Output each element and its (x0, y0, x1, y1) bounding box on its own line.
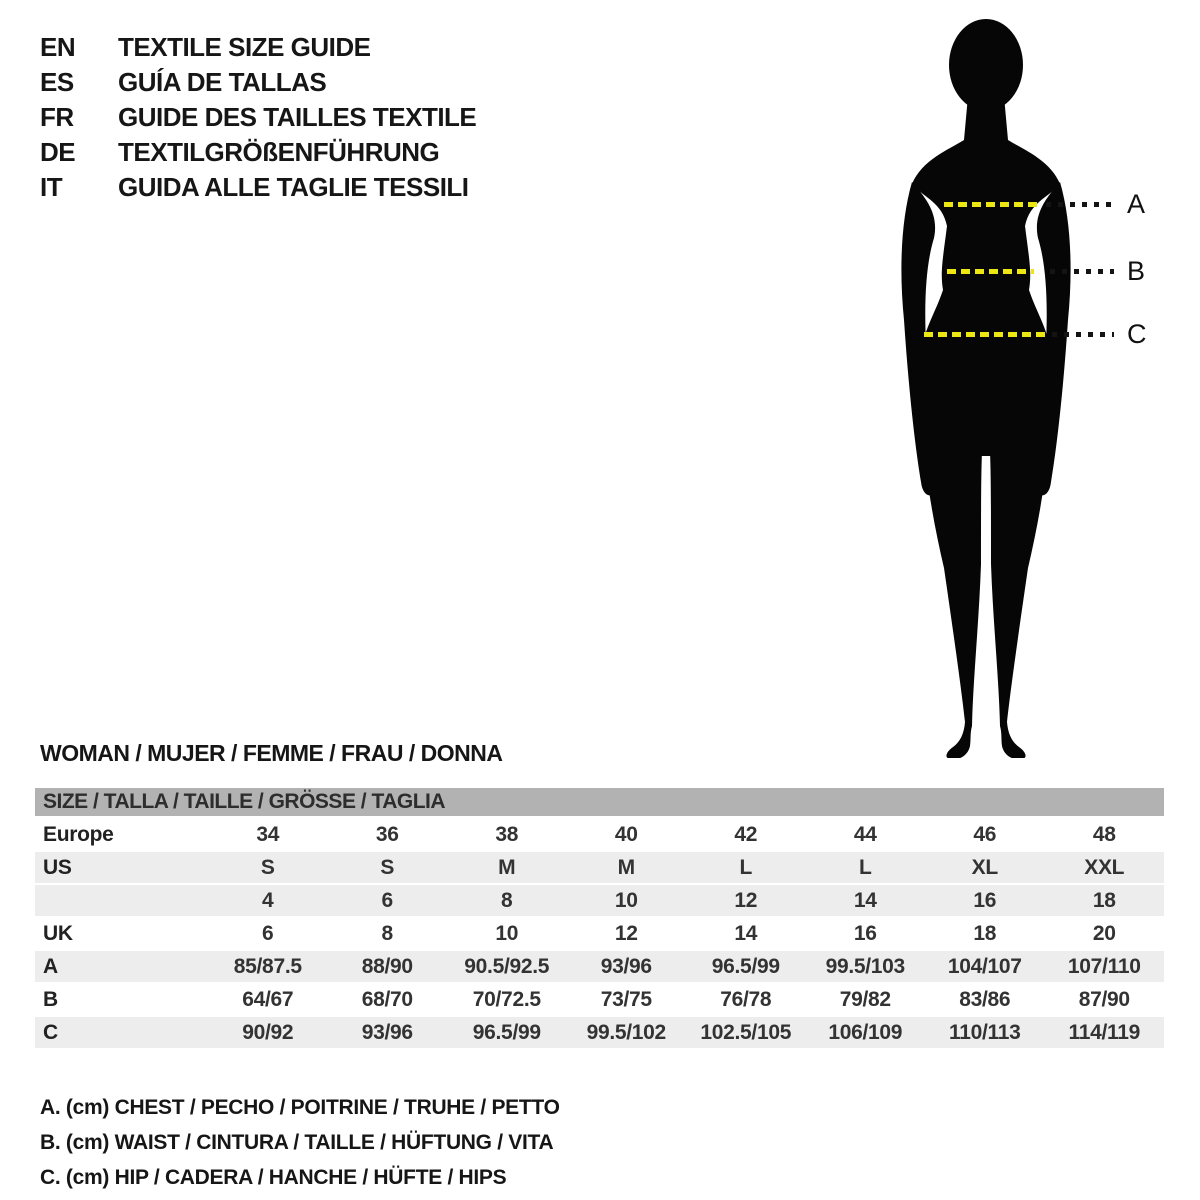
language-row-en (40, 30, 476, 65)
section-title: WOMAN / MUJER / FEMME / FRAU / DONNA (40, 740, 503, 766)
cell: 104/107 (947, 955, 1022, 978)
cell: 73/75 (600, 988, 652, 1011)
row-label: A (43, 955, 58, 978)
cell: 90/92 (242, 1021, 294, 1044)
language-title: TEXTILE SIZE GUIDE (118, 32, 371, 62)
cell: 18 (1092, 889, 1116, 912)
table-row-uk (35, 918, 1164, 949)
table-row-us-number (35, 885, 1164, 916)
cell: 48 (1092, 823, 1116, 846)
cell: 102.5/105 (700, 1021, 792, 1044)
chest-marker-label: A (1127, 189, 1146, 219)
table-row-chest-a (35, 951, 1164, 982)
language-title: GUIDE DES TAILLES TEXTILE (118, 102, 477, 132)
hip-line-yellow (924, 332, 1045, 337)
row-label: Europe (43, 823, 114, 846)
cell: 93/96 (600, 955, 652, 978)
cell: S (260, 856, 275, 879)
size-table-header: SIZE / TALLA / TAILLE / GRÖSSE / TAGLIA (35, 788, 1164, 816)
table-row-us-letter (35, 852, 1164, 883)
cell: XXL (1084, 856, 1125, 879)
cell: S (380, 856, 395, 879)
table-row-hip-c (35, 1017, 1164, 1048)
cell: M (617, 856, 635, 879)
cell: 36 (375, 823, 399, 846)
cell: 96.5/99 (711, 955, 780, 978)
cell: 34 (256, 823, 280, 846)
table-row-europe (35, 819, 1164, 850)
cell: XL (971, 856, 998, 879)
row-label: UK (43, 922, 73, 945)
cell: 10 (495, 922, 519, 945)
waist-marker-label: B (1127, 256, 1146, 286)
cell: 14 (734, 922, 758, 945)
row-label: B (43, 988, 58, 1011)
cell: 10 (614, 889, 638, 912)
cell: 46 (973, 823, 997, 846)
table-row-waist-b (35, 984, 1164, 1015)
cell: 12 (614, 922, 638, 945)
cell: 76/78 (720, 988, 772, 1011)
cell: 18 (973, 922, 997, 945)
cell: 4 (262, 889, 274, 912)
waist-line-yellow (947, 269, 1034, 274)
measurement-legend (40, 1090, 560, 1195)
cell: 38 (495, 823, 519, 846)
cell: 8 (381, 922, 393, 945)
hip-line-dots (1052, 332, 1114, 337)
row-label: C (43, 1021, 58, 1044)
cell: 90.5/92.5 (464, 955, 550, 978)
language-title: TEXTILGRÖßENFÜHRUNG (118, 137, 440, 167)
row-label (35, 885, 208, 916)
language-row-es (40, 65, 476, 100)
cell: M (498, 856, 516, 879)
cell: 12 (734, 889, 758, 912)
legend-waist: B. (cm) WAIST / CINTURA / TAILLE / HÜFTUNG / VITA (40, 1131, 554, 1154)
language-code: ES (40, 67, 74, 97)
size-table (35, 788, 1164, 1050)
language-row-fr (40, 100, 476, 135)
language-row-it (40, 170, 476, 205)
cell: 68/70 (361, 988, 413, 1011)
language-code: FR (40, 102, 74, 132)
row-label: US (43, 856, 72, 879)
cell: 99.5/103 (825, 955, 905, 978)
chest-line-dots (1046, 202, 1114, 207)
cell: 93/96 (361, 1021, 413, 1044)
cell: 8 (501, 889, 513, 912)
language-list (40, 30, 476, 205)
cell: 87/90 (1078, 988, 1130, 1011)
language-code: EN (40, 32, 76, 62)
cell: 16 (973, 889, 997, 912)
language-code: IT (40, 172, 63, 202)
cell: 44 (853, 823, 877, 846)
language-code: DE (40, 137, 76, 167)
cell: 20 (1092, 922, 1116, 945)
cell: 85/87.5 (233, 955, 302, 978)
cell: 99.5/102 (586, 1021, 666, 1044)
hip-marker-label: C (1127, 319, 1147, 349)
cell: 114/119 (1068, 1021, 1140, 1044)
cell: 96.5/99 (472, 1021, 541, 1044)
cell: 16 (853, 922, 877, 945)
waist-line-dots (1050, 269, 1114, 274)
cell: 83/86 (959, 988, 1011, 1011)
cell: L (858, 856, 872, 879)
cell: 70/72.5 (472, 988, 541, 1011)
cell: 40 (614, 823, 638, 846)
language-title: GUÍA DE TALLAS (118, 67, 327, 97)
cell: 14 (853, 889, 877, 912)
cell: 42 (734, 823, 758, 846)
cell: 107/110 (1067, 955, 1141, 978)
legend-hip: C. (cm) HIP / CADERA / HANCHE / HÜFTE / HIPS (40, 1166, 507, 1189)
woman-silhouette-icon (860, 8, 1180, 758)
language-row-de (40, 135, 476, 170)
legend-chest: A. (cm) CHEST / PECHO / POITRINE / TRUHE / PETTO (40, 1096, 560, 1119)
cell: L (739, 856, 753, 879)
cell: 6 (381, 889, 393, 912)
chest-line-yellow (944, 202, 1040, 207)
cell: 79/82 (839, 988, 891, 1011)
cell: 106/109 (828, 1021, 903, 1044)
cell: 88/90 (361, 955, 413, 978)
cell: 110/113 (949, 1021, 1021, 1044)
language-title: GUIDA ALLE TAGLIE TESSILI (118, 172, 469, 202)
cell: 6 (262, 922, 274, 945)
cell: 64/67 (242, 988, 294, 1011)
